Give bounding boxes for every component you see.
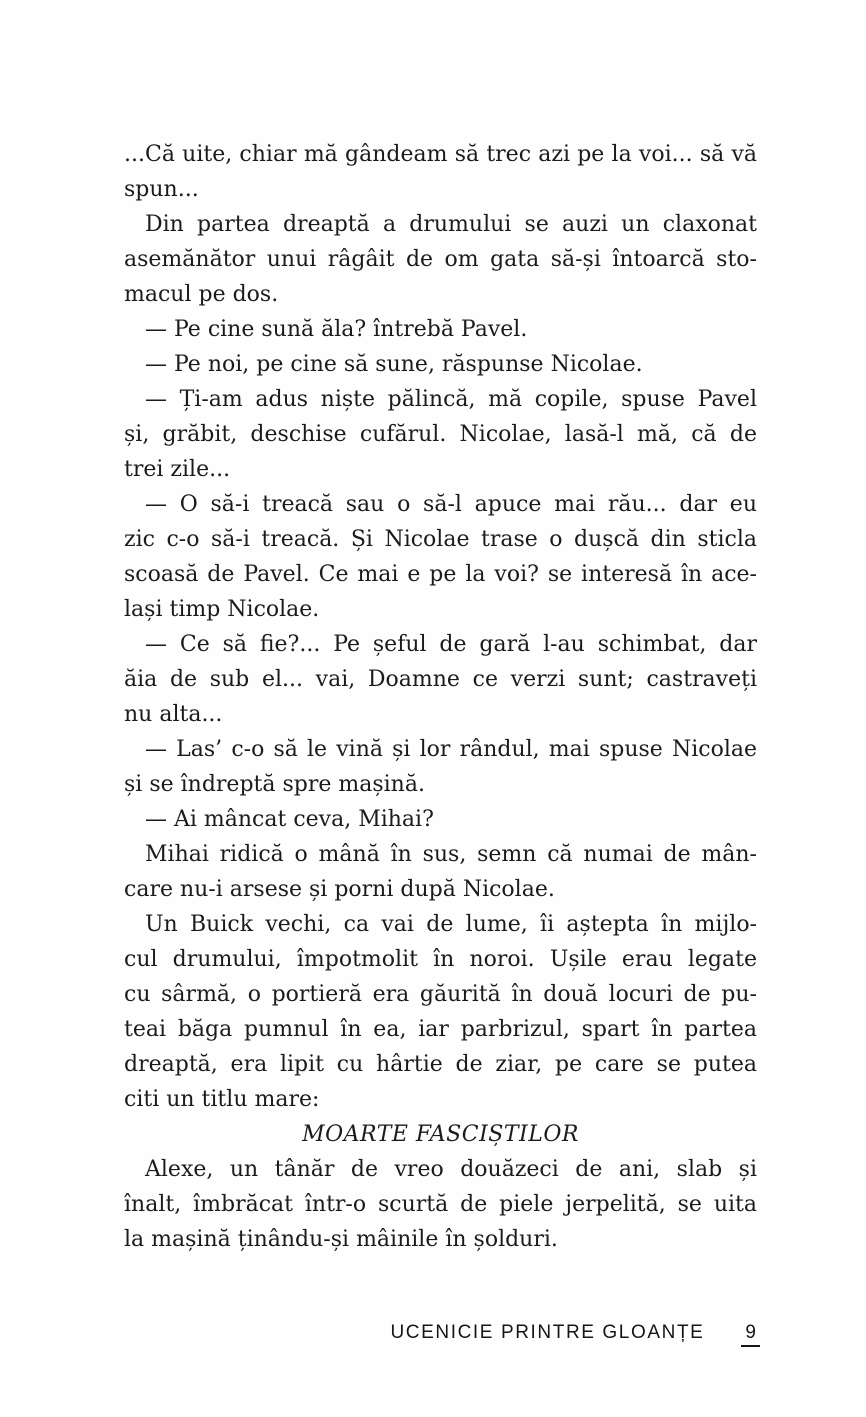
text-line: scoasă de Pavel. Ce mai e pe la voi? se interesă în ace-: [124, 562, 757, 587]
paragraph: [124, 347, 757, 382]
text-line: Alexe, un tânăr de vreo douăzeci de ani, slab și: [145, 1157, 757, 1182]
footer: [390, 1322, 760, 1347]
text-line: care nu-i arsese și porni după Nicolae.: [124, 877, 555, 902]
text-line: — Pe noi, pe cine să sune, răspunse Nicolae.: [145, 352, 643, 377]
text-line: spun...: [124, 177, 199, 202]
paragraph: [124, 137, 757, 207]
paragraph: [124, 907, 757, 1117]
text-block: [124, 137, 757, 1257]
text-line: nu alta...: [124, 702, 223, 727]
text-line: dreaptă, era lipit cu hârtie de ziar, pe care se putea: [124, 1052, 757, 1077]
text-line: macul pe dos.: [124, 282, 279, 307]
text-line: teai băga pumnul în ea, iar parbrizul, spart în partea: [124, 1017, 757, 1042]
text-line: lași timp Nicolae.: [124, 597, 320, 622]
text-line: MOARTE FASCIȘTILOR: [302, 1122, 579, 1147]
paragraph: [124, 732, 757, 802]
paragraph: [124, 627, 757, 732]
text-line: — Ai mâncat ceva, Mihai?: [145, 807, 434, 832]
text-line: Un Buick vechi, ca vai de lume, îi aștepta în mijlo-: [145, 912, 757, 937]
text-line: la mașină ținându-și mâinile în șolduri.: [124, 1227, 558, 1252]
paragraph: [124, 1117, 757, 1152]
page-number: 9: [741, 1322, 760, 1347]
text-line: și se îndreptă spre mașină.: [124, 772, 425, 797]
text-line: — Ți-am adus niște pălincă, mă copile, spuse Pavel: [145, 387, 757, 412]
paragraph: [124, 207, 757, 312]
text-line: Mihai ridică o mână în sus, semn că numai de mân-: [145, 842, 757, 867]
text-line: ăia de sub el... vai, Doamne ce verzi sunt; castraveți: [124, 667, 757, 692]
paragraph: [124, 487, 757, 627]
text-line: — Ce să fie?... Pe șeful de gară l-au schimbat, dar: [145, 632, 757, 657]
text-line: — Pe cine sună ăla? întrebă Pavel.: [145, 317, 528, 342]
text-line: citi un titlu mare:: [124, 1087, 320, 1112]
paragraph: [124, 382, 757, 487]
text-line: zic c-o să-i treacă. Și Nicolae trase o dușcă din sticla: [124, 527, 757, 552]
paragraph: [124, 837, 757, 907]
paragraph: [124, 1152, 757, 1257]
text-line: cu sârmă, o portieră era găurită în două locuri de pu-: [124, 982, 757, 1007]
paragraph: [124, 802, 757, 837]
text-line: cul drumului, împotmolit în noroi. Ușile erau legate: [124, 947, 757, 972]
text-line: și, grăbit, deschise cufărul. Nicolae, lasă-l mă, că de: [124, 422, 757, 447]
text-line: asemănător unui râgâit de om gata să-și întoarcă sto-: [124, 247, 757, 272]
text-line: înalt, îmbrăcat într-o scurtă de piele jerpelită, se uita: [124, 1192, 757, 1217]
text-line: trei zile...: [124, 457, 231, 482]
text-line: — O să-i treacă sau o să-l apuce mai rău... dar eu: [145, 492, 757, 517]
paragraph: [124, 312, 757, 347]
text-line: — Las’ c-o să le vină și lor rândul, mai spuse Nicolae: [145, 737, 757, 762]
text-line: Din partea dreaptă a drumului se auzi un claxonat: [145, 212, 757, 237]
running-title: UCENICIE PRINTRE GLOANȚE: [390, 1322, 705, 1343]
text-line: ...Că uite, chiar mă gândeam să trec azi pe la voi... să vă: [124, 142, 757, 167]
